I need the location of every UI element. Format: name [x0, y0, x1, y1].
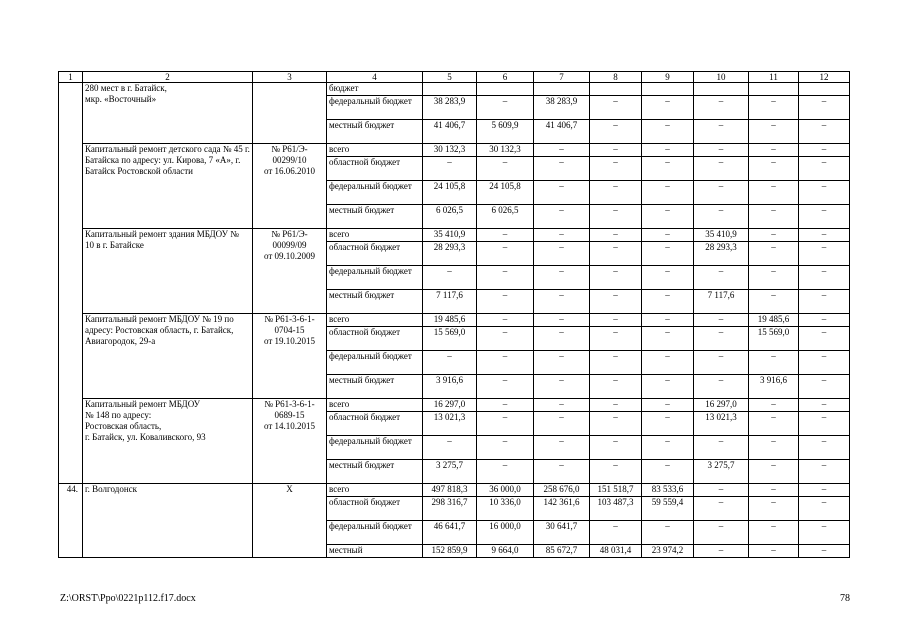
- value-cell: –: [590, 242, 642, 266]
- value-cell: –: [799, 157, 850, 181]
- value-cell: [590, 83, 642, 96]
- table-row: [59, 144, 850, 157]
- value-cell: –: [477, 412, 534, 436]
- value-cell: –: [477, 96, 534, 120]
- header-cell: 11: [749, 72, 799, 83]
- value-cell: –: [749, 545, 799, 558]
- value-cell: –: [477, 229, 534, 242]
- value-cell: 7 117,6: [423, 290, 477, 314]
- object-name-cell: Капитальный ремонт здания МБДОУ № 10 в г. Батайске: [83, 229, 253, 314]
- value-cell: 15 569,0: [749, 327, 799, 351]
- value-cell: –: [477, 436, 534, 460]
- budget-source-cell: областной бюджет: [327, 242, 423, 266]
- object-name-cell: Капитальный ремонт детского сада № 45 г. Батайска по адресу: ул. Кирова, 7 «А», г. Батайск Ростовской области: [83, 144, 253, 229]
- budget-source-cell: всего: [327, 399, 423, 412]
- value-cell: 6 026,5: [423, 205, 477, 229]
- budget-source-cell: всего: [327, 144, 423, 157]
- budget-source-cell: областной бюджет: [327, 157, 423, 181]
- value-cell: 48 031,4: [590, 545, 642, 558]
- budget-source-cell: федеральный бюджет: [327, 96, 423, 120]
- budget-source-cell: местный бюджет: [327, 120, 423, 144]
- value-cell: –: [749, 351, 799, 375]
- value-cell: –: [799, 290, 850, 314]
- value-cell: –: [799, 412, 850, 436]
- header-cell: 1: [59, 72, 83, 83]
- value-cell: –: [642, 460, 694, 484]
- value-cell: –: [423, 266, 477, 290]
- value-cell: 151 518,7: [590, 484, 642, 497]
- value-cell: –: [477, 327, 534, 351]
- value-cell: –: [799, 266, 850, 290]
- row-number-cell: [59, 83, 83, 484]
- value-cell: –: [642, 327, 694, 351]
- value-cell: [694, 83, 749, 96]
- budget-source-cell: всего: [327, 314, 423, 327]
- value-cell: –: [694, 545, 749, 558]
- value-cell: –: [749, 460, 799, 484]
- value-cell: 10 336,0: [477, 497, 534, 521]
- table-row: [59, 229, 850, 242]
- value-cell: –: [590, 460, 642, 484]
- header-cell: 10: [694, 72, 749, 83]
- value-cell: –: [642, 375, 694, 399]
- value-cell: –: [799, 521, 850, 545]
- value-cell: –: [799, 229, 850, 242]
- value-cell: –: [423, 436, 477, 460]
- budget-source-cell: местный: [327, 545, 423, 558]
- budget-source-cell: местный бюджет: [327, 205, 423, 229]
- header-cell: 6: [477, 72, 534, 83]
- value-cell: –: [590, 290, 642, 314]
- value-cell: 38 283,9: [423, 96, 477, 120]
- budget-source-cell: бюджет: [327, 83, 423, 96]
- table-row: [59, 484, 850, 497]
- value-cell: –: [642, 181, 694, 205]
- value-cell: 258 676,0: [534, 484, 590, 497]
- value-cell: 3 275,7: [694, 460, 749, 484]
- header-cell: 7: [534, 72, 590, 83]
- value-cell: –: [642, 120, 694, 144]
- value-cell: –: [590, 351, 642, 375]
- value-cell: –: [694, 327, 749, 351]
- value-cell: –: [534, 266, 590, 290]
- value-cell: –: [799, 144, 850, 157]
- value-cell: –: [590, 327, 642, 351]
- value-cell: –: [694, 205, 749, 229]
- value-cell: 24 105,8: [477, 181, 534, 205]
- value-cell: 35 410,9: [694, 229, 749, 242]
- budget-source-cell: федеральный бюджет: [327, 521, 423, 545]
- document-ref-cell: Х: [253, 484, 327, 558]
- value-cell: –: [799, 242, 850, 266]
- value-cell: 9 664,0: [477, 545, 534, 558]
- value-cell: 24 105,8: [423, 181, 477, 205]
- value-cell: [534, 83, 590, 96]
- object-name-cell: 280 мест в г. Батайск, мкр. «Восточный»: [83, 83, 253, 144]
- value-cell: –: [749, 205, 799, 229]
- header-cell: 5: [423, 72, 477, 83]
- value-cell: –: [799, 96, 850, 120]
- value-cell: –: [642, 436, 694, 460]
- header-cell: 4: [327, 72, 423, 83]
- value-cell: 3 916,6: [423, 375, 477, 399]
- footer-page-number: 78: [840, 593, 850, 604]
- budget-source-cell: областной бюджет: [327, 497, 423, 521]
- value-cell: 16 000,0: [477, 521, 534, 545]
- value-cell: –: [799, 497, 850, 521]
- value-cell: –: [477, 314, 534, 327]
- value-cell: –: [749, 120, 799, 144]
- value-cell: [749, 83, 799, 96]
- value-cell: –: [642, 290, 694, 314]
- value-cell: –: [799, 351, 850, 375]
- value-cell: –: [477, 157, 534, 181]
- value-cell: –: [749, 412, 799, 436]
- value-cell: –: [749, 484, 799, 497]
- value-cell: –: [534, 314, 590, 327]
- budget-source-cell: всего: [327, 229, 423, 242]
- budget-source-cell: всего: [327, 484, 423, 497]
- value-cell: –: [642, 229, 694, 242]
- budget-source-cell: местный бюджет: [327, 460, 423, 484]
- value-cell: 3 916,6: [749, 375, 799, 399]
- value-cell: –: [534, 375, 590, 399]
- value-cell: –: [694, 497, 749, 521]
- value-cell: –: [590, 521, 642, 545]
- value-cell: [423, 83, 477, 96]
- value-cell: –: [799, 484, 850, 497]
- value-cell: –: [477, 290, 534, 314]
- value-cell: 152 859,9: [423, 545, 477, 558]
- value-cell: –: [534, 290, 590, 314]
- header-cell: 2: [83, 72, 253, 83]
- table-row: [59, 314, 850, 327]
- value-cell: 36 000,0: [477, 484, 534, 497]
- budget-source-cell: областной бюджет: [327, 412, 423, 436]
- value-cell: –: [749, 436, 799, 460]
- value-cell: –: [694, 521, 749, 545]
- value-cell: 41 406,7: [423, 120, 477, 144]
- value-cell: 142 361,6: [534, 497, 590, 521]
- value-cell: –: [749, 96, 799, 120]
- value-cell: 85 672,7: [534, 545, 590, 558]
- value-cell: –: [799, 460, 850, 484]
- value-cell: 16 297,0: [423, 399, 477, 412]
- document-ref-cell: № Р61-3-6-1- 0704-15 от 19.10.2015: [253, 314, 327, 399]
- header-cell: 9: [642, 72, 694, 83]
- header-cell: 8: [590, 72, 642, 83]
- budget-table: [58, 71, 850, 558]
- value-cell: 23 974,2: [642, 545, 694, 558]
- value-cell: 15 569,0: [423, 327, 477, 351]
- value-cell: –: [534, 412, 590, 436]
- value-cell: –: [534, 460, 590, 484]
- value-cell: –: [590, 375, 642, 399]
- value-cell: –: [694, 266, 749, 290]
- value-cell: –: [590, 266, 642, 290]
- value-cell: –: [590, 144, 642, 157]
- value-cell: –: [534, 327, 590, 351]
- value-cell: –: [749, 157, 799, 181]
- header-cell: 3: [253, 72, 327, 83]
- value-cell: –: [749, 229, 799, 242]
- value-cell: –: [642, 96, 694, 120]
- value-cell: –: [423, 351, 477, 375]
- budget-source-cell: областной бюджет: [327, 327, 423, 351]
- value-cell: –: [534, 157, 590, 181]
- value-cell: –: [590, 96, 642, 120]
- document-ref-cell: № Р61-3-6-1- 0689-15 от 14.10.2015: [253, 399, 327, 484]
- value-cell: –: [534, 351, 590, 375]
- value-cell: 30 132,3: [477, 144, 534, 157]
- value-cell: –: [642, 144, 694, 157]
- value-cell: –: [642, 399, 694, 412]
- value-cell: –: [590, 412, 642, 436]
- value-cell: –: [749, 497, 799, 521]
- budget-source-cell: федеральный бюджет: [327, 266, 423, 290]
- value-cell: –: [799, 375, 850, 399]
- value-cell: 3 275,7: [423, 460, 477, 484]
- value-cell: 7 117,6: [694, 290, 749, 314]
- value-cell: –: [477, 399, 534, 412]
- value-cell: 6 026,5: [477, 205, 534, 229]
- value-cell: –: [694, 375, 749, 399]
- value-cell: 30 641,7: [534, 521, 590, 545]
- value-cell: –: [477, 351, 534, 375]
- value-cell: –: [694, 351, 749, 375]
- value-cell: –: [694, 436, 749, 460]
- table-row: [59, 83, 850, 96]
- value-cell: –: [799, 181, 850, 205]
- value-cell: –: [590, 399, 642, 412]
- value-cell: 28 293,3: [423, 242, 477, 266]
- value-cell: –: [694, 314, 749, 327]
- value-cell: –: [642, 521, 694, 545]
- value-cell: 13 021,3: [694, 412, 749, 436]
- budget-source-cell: федеральный бюджет: [327, 436, 423, 460]
- value-cell: –: [749, 242, 799, 266]
- value-cell: –: [477, 242, 534, 266]
- value-cell: –: [590, 120, 642, 144]
- table-row: [59, 399, 850, 412]
- value-cell: –: [749, 399, 799, 412]
- object-name-cell: Капитальный ремонт МБДОУ № 19 по адресу: Ростовская область, г. Батайск, Авиагородок, 29-а: [83, 314, 253, 399]
- value-cell: –: [642, 242, 694, 266]
- value-cell: –: [534, 144, 590, 157]
- value-cell: –: [642, 266, 694, 290]
- value-cell: –: [799, 545, 850, 558]
- value-cell: 28 293,3: [694, 242, 749, 266]
- value-cell: –: [477, 375, 534, 399]
- value-cell: [477, 83, 534, 96]
- value-cell: –: [534, 229, 590, 242]
- value-cell: [799, 83, 850, 96]
- table-body: [59, 72, 850, 558]
- value-cell: –: [642, 205, 694, 229]
- value-cell: 5 609,9: [477, 120, 534, 144]
- value-cell: –: [694, 120, 749, 144]
- value-cell: –: [590, 314, 642, 327]
- value-cell: 16 297,0: [694, 399, 749, 412]
- value-cell: –: [642, 351, 694, 375]
- value-cell: 13 021,3: [423, 412, 477, 436]
- value-cell: 59 559,4: [642, 497, 694, 521]
- value-cell: –: [534, 242, 590, 266]
- footer-file-path: Z:\ORST\Ppo\0221p112.f17.docx: [60, 593, 196, 604]
- value-cell: –: [799, 399, 850, 412]
- value-cell: –: [694, 484, 749, 497]
- header-row: [59, 72, 850, 83]
- value-cell: –: [423, 157, 477, 181]
- value-cell: –: [749, 266, 799, 290]
- value-cell: 103 487,3: [590, 497, 642, 521]
- value-cell: –: [534, 181, 590, 205]
- object-name-cell: Капитальный ремонт МБДОУ № 148 по адресу: Ростовская область, г. Батайск, ул. Коваливского, 93: [83, 399, 253, 484]
- value-cell: –: [799, 436, 850, 460]
- value-cell: –: [534, 436, 590, 460]
- value-cell: –: [590, 157, 642, 181]
- value-cell: –: [749, 144, 799, 157]
- budget-source-cell: местный бюджет: [327, 290, 423, 314]
- value-cell: –: [642, 412, 694, 436]
- value-cell: –: [590, 229, 642, 242]
- value-cell: –: [477, 460, 534, 484]
- value-cell: 46 641,7: [423, 521, 477, 545]
- document-ref-cell: № Р61/Э- 00299/10 от 16.06.2010: [253, 144, 327, 229]
- value-cell: 19 485,6: [423, 314, 477, 327]
- value-cell: 83 533,6: [642, 484, 694, 497]
- value-cell: –: [694, 181, 749, 205]
- value-cell: –: [590, 436, 642, 460]
- value-cell: 30 132,3: [423, 144, 477, 157]
- value-cell: –: [799, 205, 850, 229]
- value-cell: –: [749, 290, 799, 314]
- document-ref-cell: [253, 83, 327, 144]
- value-cell: –: [694, 144, 749, 157]
- row-number-cell: 44.: [59, 484, 83, 558]
- budget-source-cell: федеральный бюджет: [327, 181, 423, 205]
- value-cell: 298 316,7: [423, 497, 477, 521]
- value-cell: –: [534, 205, 590, 229]
- document-ref-cell: № Р61/Э- 00099/09 от 09.10.2009: [253, 229, 327, 314]
- value-cell: [642, 83, 694, 96]
- value-cell: –: [590, 181, 642, 205]
- value-cell: 35 410,9: [423, 229, 477, 242]
- value-cell: 41 406,7: [534, 120, 590, 144]
- value-cell: –: [799, 314, 850, 327]
- value-cell: 38 283,9: [534, 96, 590, 120]
- object-name-cell: г. Волгодонск: [83, 484, 253, 558]
- value-cell: –: [799, 327, 850, 351]
- value-cell: –: [534, 399, 590, 412]
- value-cell: –: [477, 266, 534, 290]
- value-cell: –: [749, 181, 799, 205]
- budget-source-cell: местный бюджет: [327, 375, 423, 399]
- value-cell: –: [642, 314, 694, 327]
- value-cell: 497 818,3: [423, 484, 477, 497]
- value-cell: 19 485,6: [749, 314, 799, 327]
- value-cell: –: [694, 157, 749, 181]
- value-cell: –: [799, 120, 850, 144]
- value-cell: –: [642, 157, 694, 181]
- budget-source-cell: федеральный бюджет: [327, 351, 423, 375]
- value-cell: –: [694, 96, 749, 120]
- header-cell: 12: [799, 72, 850, 83]
- value-cell: –: [590, 205, 642, 229]
- value-cell: –: [749, 521, 799, 545]
